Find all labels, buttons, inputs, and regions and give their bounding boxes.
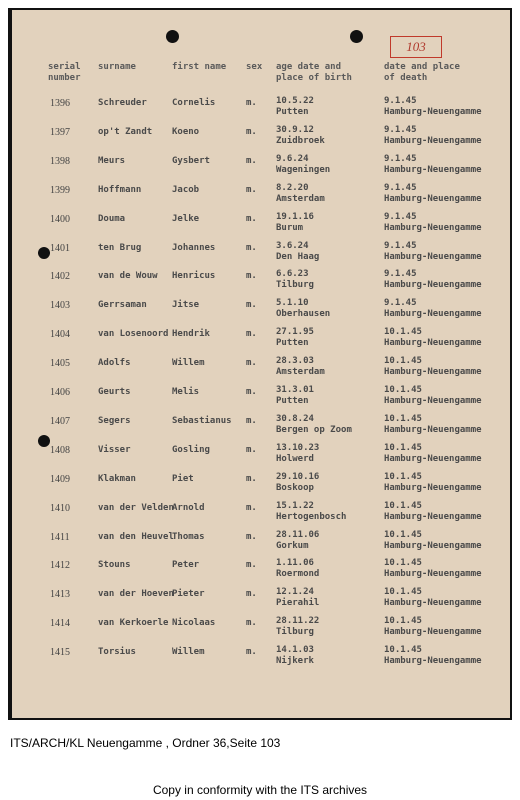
header-first-name: first name: [172, 62, 227, 72]
surname-cell: Hoffmann: [98, 184, 142, 195]
sex-cell: m.: [246, 98, 257, 108]
birth-cell: [276, 269, 314, 291]
sex-cell: m.: [246, 531, 257, 542]
sex-cell: m.: [246, 242, 257, 253]
sex-cell: m.: [246, 155, 257, 166]
first-name-cell: Henricus: [172, 271, 216, 282]
sex-cell: m.: [246, 329, 257, 340]
first-name-cell: Jelke: [172, 213, 200, 224]
birth-cell: [276, 472, 319, 494]
table-row: [12, 298, 510, 324]
birth-place: Putten: [276, 338, 309, 349]
death-date: 10.1.45: [384, 442, 422, 453]
first-name-cell: Koeno: [172, 126, 200, 137]
death-place: Hamburg-Neuengamme: [384, 193, 482, 204]
death-date: 10.1.45: [384, 616, 422, 627]
surname-cell: Meurs: [98, 155, 126, 166]
birth-cell: [276, 501, 346, 523]
header-serial: serial number: [48, 62, 81, 83]
document-sheet: [12, 10, 510, 718]
page-number-stamp: 103: [390, 36, 442, 58]
surname-cell: Stouns: [98, 560, 131, 571]
surname-cell: van der Velden: [98, 502, 174, 513]
death-place: Hamburg-Neuengamme: [384, 251, 482, 262]
birth-cell: [276, 443, 319, 465]
death-cell: [384, 356, 482, 378]
table-row: [12, 587, 510, 613]
birth-date: 29.10.16: [276, 471, 320, 482]
birth-place: Den Haag: [276, 251, 320, 262]
serial-cell: 1410: [50, 502, 70, 514]
punch-hole-left: [166, 30, 179, 43]
birth-cell: [276, 96, 314, 118]
birth-place: Wageningen: [276, 164, 331, 175]
serial-cell: 1402: [50, 271, 70, 283]
surname-cell: Schreuder: [98, 98, 147, 108]
death-date: 9.1.45: [384, 298, 417, 309]
birth-place: Bergen op Zoom: [276, 424, 352, 435]
death-cell: [384, 530, 482, 552]
surname-cell: van der Hoeven: [98, 589, 174, 600]
first-name-cell: Nicolaas: [172, 618, 216, 629]
first-name-cell: Jacob: [172, 184, 200, 195]
birth-date: 28.11.22: [276, 616, 320, 627]
birth-date: 10.5.22: [276, 96, 314, 106]
serial-cell: 1415: [50, 647, 70, 659]
birth-cell: [276, 530, 319, 552]
table-row: [12, 125, 510, 151]
birth-date: 19.1.16: [276, 211, 314, 222]
table-row: [12, 443, 510, 469]
serial-cell: 1407: [50, 415, 70, 427]
birth-date: 13.10.23: [276, 442, 320, 453]
death-place: Hamburg-Neuengamme: [384, 424, 482, 435]
death-date: 10.1.45: [384, 645, 422, 656]
death-cell: [384, 212, 482, 234]
serial-cell: 1414: [50, 618, 70, 630]
first-name-cell: Thomas: [172, 531, 205, 542]
death-date: 9.1.45: [384, 240, 417, 251]
sex-cell: m.: [246, 560, 257, 571]
death-cell: [384, 154, 482, 176]
sex-cell: m.: [246, 271, 257, 282]
death-date: 10.1.45: [384, 385, 422, 395]
death-place: Hamburg-Neuengamme: [384, 482, 482, 493]
serial-cell: 1412: [50, 560, 70, 572]
surname-cell: ten Brug: [98, 242, 142, 253]
death-date: 9.1.45: [384, 182, 417, 193]
serial-cell: 1405: [50, 358, 70, 370]
death-date: 10.1.45: [384, 471, 422, 482]
death-date: 10.1.45: [384, 558, 422, 569]
birth-date: 15.1.22: [276, 500, 314, 511]
table-row: [12, 327, 510, 353]
death-cell: [384, 269, 482, 291]
first-name-cell: Melis: [172, 387, 200, 397]
birth-cell: [276, 414, 352, 436]
table-row: [12, 183, 510, 209]
table-row: [12, 269, 510, 295]
surname-cell: op't Zandt: [98, 126, 153, 137]
sex-cell: m.: [246, 415, 257, 426]
birth-place: Amsterdam: [276, 193, 325, 204]
serial-cell: 1411: [50, 531, 70, 543]
death-place: Hamburg-Neuengamme: [384, 164, 482, 175]
serial-cell: 1404: [50, 329, 70, 341]
death-place: Hamburg-Neuengamme: [384, 107, 482, 117]
death-place: Hamburg-Neuengamme: [384, 453, 482, 464]
death-cell: [384, 241, 482, 263]
death-place: Hamburg-Neuengamme: [384, 135, 482, 146]
serial-cell: 1399: [50, 184, 70, 196]
birth-place: Boskoop: [276, 482, 314, 493]
table-row: [12, 414, 510, 440]
surname-cell: van den Heuvel: [98, 531, 174, 542]
birth-date: 5.1.10: [276, 298, 309, 309]
birth-place: Holwerd: [276, 453, 314, 464]
death-place: Hamburg-Neuengamme: [384, 511, 482, 522]
death-place: Hamburg-Neuengamme: [384, 569, 482, 580]
birth-date: 31.3.01: [276, 385, 314, 395]
death-place: Hamburg-Neuengamme: [384, 396, 482, 406]
birth-cell: [276, 327, 314, 349]
death-date: 9.1.45: [384, 153, 417, 164]
surname-cell: Visser: [98, 444, 131, 455]
table-row: [12, 356, 510, 382]
header-age: age date and place of birth: [276, 62, 352, 83]
serial-cell: 1403: [50, 300, 70, 312]
death-cell: [384, 125, 482, 147]
table-row: [12, 96, 510, 122]
table-row: [12, 212, 510, 238]
birth-date: 6.6.23: [276, 269, 309, 280]
death-cell: [384, 298, 482, 320]
death-cell: [384, 183, 482, 205]
death-cell: [384, 616, 482, 638]
sex-cell: m.: [246, 184, 257, 195]
serial-cell: 1409: [50, 473, 70, 485]
first-name-cell: Johannes: [172, 242, 216, 253]
surname-cell: van Kerkoerle: [98, 618, 169, 629]
first-name-cell: Arnold: [172, 502, 205, 513]
sex-cell: m.: [246, 589, 257, 600]
table-row: [12, 154, 510, 180]
sex-cell: m.: [246, 444, 257, 455]
first-name-cell: Jitse: [172, 300, 200, 311]
surname-cell: Klakman: [98, 473, 136, 484]
surname-cell: Douma: [98, 213, 126, 224]
birth-cell: [276, 183, 325, 205]
sex-cell: m.: [246, 300, 257, 311]
surname-cell: Gerrsaman: [98, 300, 147, 311]
birth-cell: [276, 241, 319, 263]
death-cell: [384, 96, 482, 118]
sex-cell: m.: [246, 647, 257, 658]
death-cell: [384, 472, 482, 494]
first-name-cell: Willem: [172, 647, 205, 658]
birth-place: Tilburg: [276, 627, 314, 638]
header-death: date and place of death: [384, 62, 460, 83]
death-cell: [384, 645, 482, 667]
first-name-cell: Sebastianus: [172, 415, 232, 426]
first-name-cell: Hendrik: [172, 329, 210, 340]
death-date: 9.1.45: [384, 269, 417, 280]
birth-date: 9.6.24: [276, 153, 309, 164]
sex-cell: m.: [246, 358, 257, 369]
death-date: 10.1.45: [384, 327, 422, 338]
header-sex: sex: [246, 62, 263, 72]
table-row: [12, 385, 510, 411]
first-name-cell: Gosling: [172, 444, 210, 455]
death-date: 10.1.45: [384, 413, 422, 424]
birth-date: 30.8.24: [276, 413, 314, 424]
first-name-cell: Pieter: [172, 589, 205, 600]
birth-date: 14.1.03: [276, 645, 314, 656]
sex-cell: m.: [246, 502, 257, 513]
table-row: [12, 501, 510, 527]
death-date: 10.1.45: [384, 529, 422, 540]
birth-date: 8.2.20: [276, 182, 309, 193]
birth-place: Oberhausen: [276, 309, 331, 320]
serial-cell: 1408: [50, 444, 70, 456]
death-place: Hamburg-Neuengamme: [384, 222, 482, 233]
death-place: Hamburg-Neuengamme: [384, 627, 482, 638]
punch-hole-right: [350, 30, 363, 43]
death-date: 9.1.45: [384, 96, 417, 106]
birth-cell: [276, 298, 330, 320]
death-date: 10.1.45: [384, 500, 422, 511]
birth-place: Roermond: [276, 569, 320, 580]
birth-date: 28.3.03: [276, 356, 314, 367]
birth-cell: [276, 587, 319, 609]
serial-cell: 1396: [50, 98, 70, 109]
birth-cell: [276, 558, 319, 580]
death-cell: [384, 414, 482, 436]
table-row: [12, 530, 510, 556]
death-date: 10.1.45: [384, 587, 422, 598]
sex-cell: m.: [246, 126, 257, 137]
death-cell: [384, 501, 482, 523]
death-cell: [384, 558, 482, 580]
birth-date: 27.1.95: [276, 327, 314, 338]
birth-place: Pierahil: [276, 598, 320, 609]
serial-cell: 1397: [50, 126, 70, 138]
birth-place: Putten: [276, 396, 309, 406]
serial-cell: 1401: [50, 242, 70, 254]
birth-cell: [276, 125, 325, 147]
serial-cell: 1400: [50, 213, 70, 225]
death-date: 9.1.45: [384, 211, 417, 222]
death-place: Hamburg-Neuengamme: [384, 338, 482, 349]
serial-cell: 1398: [50, 155, 70, 167]
surname-cell: Segers: [98, 415, 131, 426]
first-name-cell: Cornelis: [172, 98, 216, 108]
serial-cell: 1413: [50, 589, 70, 601]
birth-date: 12.1.24: [276, 587, 314, 598]
sex-cell: m.: [246, 473, 257, 484]
death-cell: [384, 443, 482, 465]
surname-cell: van Losenoord: [98, 329, 169, 340]
first-name-cell: Willem: [172, 358, 205, 369]
serial-cell: 1406: [50, 387, 70, 398]
header-surname: surname: [98, 62, 136, 72]
archive-caption: ITS/ARCH/KL Neuengamme , Ordner 36,Seite 103: [10, 736, 281, 750]
table-row: [12, 241, 510, 267]
conformity-note: Copy in conformity with the ITS archives: [152, 783, 368, 797]
death-place: Hamburg-Neuengamme: [384, 598, 482, 609]
first-name-cell: Peter: [172, 560, 200, 571]
birth-place: Burum: [276, 222, 304, 233]
death-cell: [384, 587, 482, 609]
first-name-cell: Piet: [172, 473, 194, 484]
death-place: Hamburg-Neuengamme: [384, 367, 482, 378]
death-cell: [384, 385, 482, 407]
birth-date: 30.9.12: [276, 124, 314, 135]
ink-blot: [38, 247, 50, 259]
surname-cell: Geurts: [98, 387, 131, 397]
birth-date: 28.11.06: [276, 529, 320, 540]
birth-date: 3.6.24: [276, 240, 309, 251]
birth-date: 1.11.06: [276, 558, 314, 569]
death-cell: [384, 327, 482, 349]
first-name-cell: Gysbert: [172, 155, 210, 166]
birth-place: Amsterdam: [276, 367, 325, 378]
table-row: [12, 558, 510, 584]
birth-place: Tilburg: [276, 280, 314, 291]
surname-cell: Torsius: [98, 647, 136, 658]
birth-place: Putten: [276, 107, 309, 117]
surname-cell: Adolfs: [98, 358, 131, 369]
table-row: [12, 645, 510, 671]
surname-cell: van de Wouw: [98, 271, 158, 282]
death-place: Hamburg-Neuengamme: [384, 540, 482, 551]
birth-cell: [276, 212, 314, 234]
birth-cell: [276, 356, 325, 378]
birth-place: Zuidbroek: [276, 135, 325, 146]
death-place: Hamburg-Neuengamme: [384, 656, 482, 667]
birth-place: Nijkerk: [276, 656, 314, 667]
death-place: Hamburg-Neuengamme: [384, 309, 482, 320]
birth-place: Gorkum: [276, 540, 309, 551]
birth-cell: [276, 154, 330, 176]
birth-cell: [276, 385, 314, 407]
ink-blot: [38, 435, 50, 447]
death-date: 9.1.45: [384, 124, 417, 135]
birth-place: Hertogenbosch: [276, 511, 347, 522]
sex-cell: m.: [246, 213, 257, 224]
table-row: [12, 616, 510, 642]
death-place: Hamburg-Neuengamme: [384, 280, 482, 291]
death-date: 10.1.45: [384, 356, 422, 367]
birth-cell: [276, 616, 319, 638]
birth-cell: [276, 645, 314, 667]
table-row: [12, 472, 510, 498]
sex-cell: m.: [246, 387, 257, 397]
sex-cell: m.: [246, 618, 257, 629]
